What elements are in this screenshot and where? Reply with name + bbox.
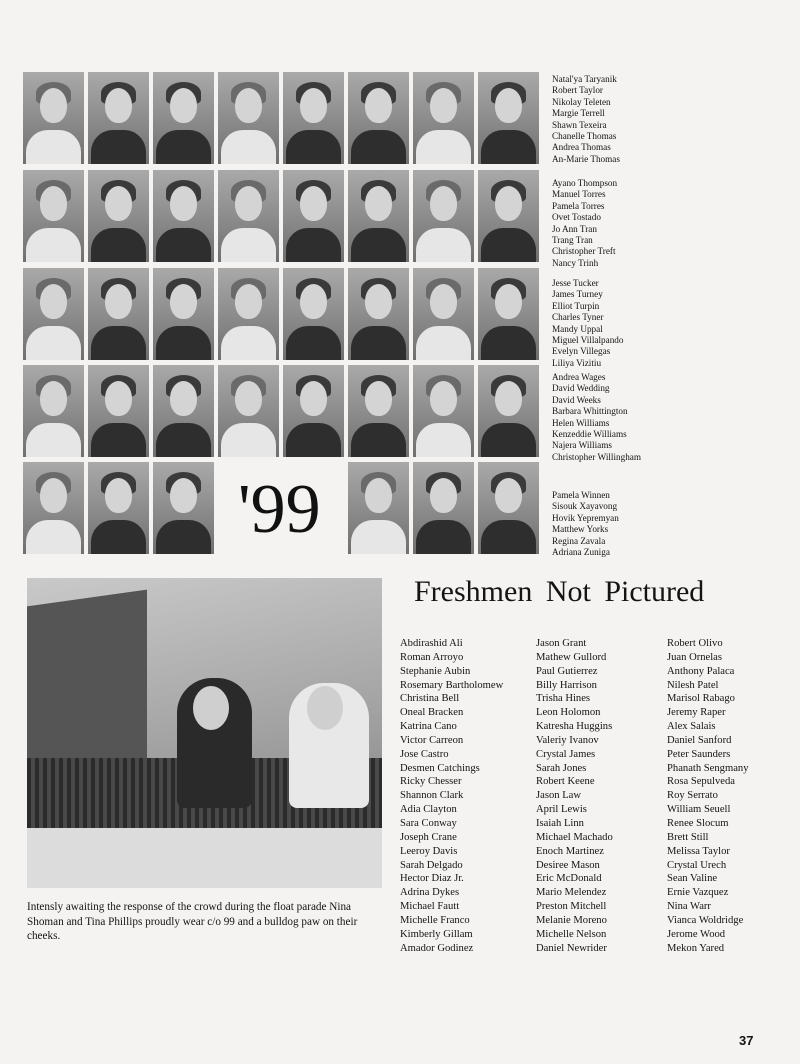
not-pictured-name: April Lewis — [536, 804, 587, 816]
student-name: Natal'ya Taryanik — [552, 74, 617, 84]
portrait-body — [416, 228, 471, 262]
not-pictured-name: Enoch Martinez — [536, 845, 604, 857]
portrait-head — [40, 381, 67, 416]
photo-caption: Intensly awaiting the response of the crowd during the float parade Nina Shoman and Tina Phillips proudly wear c/o 99 and a bulldog paw on their cheeks. — [27, 901, 358, 942]
portrait-body — [26, 520, 81, 554]
portrait-body — [91, 228, 146, 262]
not-pictured-name: Amador Godinez — [400, 942, 474, 954]
portrait-head — [495, 88, 522, 123]
student-portrait — [218, 170, 279, 262]
not-pictured-name: Katresha Huggins — [536, 721, 613, 733]
student-portrait — [478, 462, 539, 554]
portrait-head — [170, 381, 197, 416]
student-portrait — [153, 72, 214, 164]
float-parade-photo — [27, 578, 382, 888]
portrait-head — [495, 284, 522, 319]
class-year-label: '99 — [238, 471, 321, 548]
portrait-body — [351, 130, 406, 164]
portrait-head — [365, 478, 392, 513]
not-pictured-title: Freshmen Not Pictured — [414, 575, 705, 608]
not-pictured-name: Michelle Nelson — [536, 928, 607, 940]
not-pictured-name: Robert Olivo — [667, 638, 723, 649]
not-pictured-name: Ernie Vazquez — [667, 887, 729, 899]
portrait-head — [170, 478, 197, 513]
not-pictured-name: Robert Keene — [536, 776, 595, 788]
portrait-head — [300, 284, 327, 319]
student-portrait — [88, 170, 149, 262]
not-pictured-name: Sarah Jones — [536, 762, 587, 774]
portrait-head — [300, 88, 327, 123]
float-sign — [27, 828, 382, 888]
portrait-body — [221, 423, 276, 457]
portrait-head — [40, 478, 67, 513]
name-list-row-5 — [552, 490, 619, 558]
not-pictured-name: Sara Conway — [400, 817, 457, 829]
portrait-body — [91, 423, 146, 457]
not-pictured-name: Billy Harrison — [536, 679, 597, 691]
not-pictured-name: Shannon Clark — [400, 790, 464, 802]
portrait-body — [481, 520, 536, 554]
student-name: Robert Taylor — [552, 85, 603, 96]
portrait-body — [221, 228, 276, 262]
not-pictured-column-1 — [400, 637, 503, 955]
student-name: Andrea Thomas — [552, 142, 611, 153]
not-pictured-name: Mathew Gullord — [536, 651, 607, 663]
portrait-body — [286, 228, 341, 262]
portrait-body — [286, 326, 341, 360]
student-portrait — [153, 462, 214, 554]
portrait-head — [365, 186, 392, 221]
portrait-body — [481, 423, 536, 457]
student-face — [193, 686, 229, 730]
portrait-head — [170, 88, 197, 123]
page-number: 37 — [739, 1033, 754, 1048]
student-name: Helen Williams — [552, 417, 610, 428]
portrait-head — [300, 381, 327, 416]
student-portrait — [478, 268, 539, 360]
student-portrait — [283, 268, 344, 360]
student-portrait — [413, 170, 474, 262]
portrait-body — [351, 326, 406, 360]
not-pictured-name: Leon Holomon — [536, 707, 601, 719]
student-portrait — [88, 268, 149, 360]
student-name: Pamela Winnen — [552, 490, 610, 500]
portrait-body — [156, 423, 211, 457]
portrait-head — [105, 381, 132, 416]
not-pictured-name: Joseph Crane — [400, 831, 457, 843]
not-pictured-name: Oneal Bracken — [400, 707, 464, 719]
student-portrait — [348, 268, 409, 360]
student-face — [307, 686, 343, 730]
student-name: Trang Tran — [552, 235, 593, 246]
not-pictured-name: Jerome Wood — [667, 928, 726, 940]
student-name: Andrea Wages — [552, 372, 606, 382]
portrait-body — [156, 520, 211, 554]
portrait-head — [235, 381, 262, 416]
name-list-row-4 — [552, 372, 641, 463]
student-portrait — [88, 72, 149, 164]
not-pictured-name: Anthony Palaca — [667, 665, 735, 677]
not-pictured-name: Paul Gutierrez — [536, 665, 598, 677]
not-pictured-name: Jason Law — [536, 790, 582, 802]
bulldogs-banner — [27, 590, 147, 777]
student-name: David Weeks — [552, 394, 601, 405]
student-portrait — [218, 72, 279, 164]
student-portrait — [23, 462, 84, 554]
not-pictured-name: Crystal Urech — [667, 859, 727, 871]
not-pictured-name: Daniel Sanford — [667, 734, 732, 746]
not-pictured-name: Melissa Taylor — [667, 845, 730, 857]
student-name: Jesse Tucker — [552, 278, 599, 288]
student-name: Ovet Tostado — [552, 212, 601, 223]
student-name: James Turney — [552, 289, 603, 300]
portrait-head — [430, 88, 457, 123]
student-name: Pamela Torres — [552, 200, 605, 211]
not-pictured-name: Nina Warr — [667, 901, 711, 913]
not-pictured-name: Mekon Yared — [667, 942, 725, 954]
not-pictured-name: Jason Grant — [536, 638, 587, 649]
student-portrait — [88, 365, 149, 457]
not-pictured-name: Rosa Sepulveda — [667, 776, 735, 788]
student-portrait — [23, 268, 84, 360]
portrait-head — [170, 186, 197, 221]
not-pictured-name: Crystal James — [536, 748, 596, 760]
student-portrait — [478, 365, 539, 457]
not-pictured-name: Nilesh Patel — [667, 679, 719, 691]
not-pictured-name: Alex Salais — [667, 721, 716, 733]
student-portrait — [283, 365, 344, 457]
student-portrait — [413, 72, 474, 164]
portrait-head — [170, 284, 197, 319]
portrait-head — [235, 186, 262, 221]
student-name: Christopher Treft — [552, 246, 616, 257]
not-pictured-name: Eric McDonald — [536, 873, 602, 885]
student-name: Miguel Villalpando — [552, 335, 624, 346]
student-portrait — [348, 170, 409, 262]
not-pictured-name: Sean Valine — [667, 873, 718, 885]
student-name: An-Marie Thomas — [552, 153, 620, 164]
student-name: Nancy Trinh — [552, 257, 599, 268]
portrait-head — [300, 186, 327, 221]
not-pictured-name: Hector Diaz Jr. — [400, 873, 464, 885]
not-pictured-name: William Seuell — [667, 804, 731, 816]
student-name: Adriana Zuniga — [552, 547, 610, 558]
not-pictured-name: Christina Bell — [400, 693, 460, 705]
student-name: Hovik Yepremyan — [552, 512, 619, 523]
not-pictured-name: Preston Mitchell — [536, 901, 607, 913]
portrait-body — [286, 130, 341, 164]
student-name: David Wedding — [552, 383, 610, 394]
portrait-body — [481, 326, 536, 360]
not-pictured-name: Stephanie Aubin — [400, 665, 471, 677]
not-pictured-name: Kimberly Gillam — [400, 928, 473, 940]
portrait-body — [416, 130, 471, 164]
portrait-body — [416, 326, 471, 360]
student-name: Chanelle Thomas — [552, 131, 617, 142]
portrait-head — [495, 478, 522, 513]
student-portrait — [218, 365, 279, 457]
student-portrait — [478, 72, 539, 164]
student-name: Charles Tyner — [552, 312, 604, 323]
portrait-body — [221, 326, 276, 360]
student-portrait — [153, 365, 214, 457]
not-pictured-name: Roman Arroyo — [400, 651, 464, 663]
portrait-head — [105, 284, 132, 319]
portrait-head — [365, 88, 392, 123]
student-portrait — [478, 170, 539, 262]
not-pictured-name: Adia Clayton — [400, 804, 457, 816]
portrait-head — [40, 186, 67, 221]
portrait-head — [235, 284, 262, 319]
student-portrait — [348, 72, 409, 164]
portrait-body — [351, 228, 406, 262]
student-portrait — [348, 462, 409, 554]
not-pictured-name: Peter Saunders — [667, 748, 731, 760]
student-name: Nikolay Teleten — [552, 96, 611, 107]
student-name: Ayano Thompson — [552, 178, 618, 188]
not-pictured-column-2 — [536, 637, 613, 955]
student-portrait — [413, 365, 474, 457]
portrait-head — [430, 284, 457, 319]
not-pictured-name: Daniel Newrider — [536, 942, 607, 954]
portrait-body — [26, 326, 81, 360]
student-name: Evelyn Villegas — [552, 346, 611, 357]
student-name: Kenzeddie Williams — [552, 429, 627, 440]
not-pictured-name: Abdirashid Ali — [400, 638, 463, 649]
not-pictured-name: Phanath Sengmany — [667, 762, 749, 774]
portrait-body — [481, 228, 536, 262]
portrait-body — [351, 423, 406, 457]
portrait-body — [91, 520, 146, 554]
portrait-body — [156, 326, 211, 360]
not-pictured-name: Adrina Dykes — [400, 887, 460, 899]
student-portrait — [23, 72, 84, 164]
not-pictured-name: Marisol Rabago — [667, 693, 735, 705]
name-list-row-2 — [552, 178, 617, 269]
student-portrait — [413, 462, 474, 554]
portrait-head — [365, 381, 392, 416]
student-portrait — [153, 170, 214, 262]
name-list-row-3 — [552, 278, 624, 369]
portrait-head — [430, 478, 457, 513]
not-pictured-name: Rosemary Bartholomew — [400, 679, 504, 691]
student-name: Manuel Torres — [552, 189, 606, 200]
not-pictured-name: Jeremy Raper — [667, 707, 726, 719]
not-pictured-name: Vianca Woldridge — [667, 914, 744, 926]
student-portrait — [218, 268, 279, 360]
student-portrait — [23, 170, 84, 262]
student-name: Margie Terrell — [552, 108, 605, 119]
not-pictured-name: Mario Melendez — [536, 887, 607, 899]
student-portrait — [348, 365, 409, 457]
student-name: Barbara Whittington — [552, 406, 628, 417]
student-name: Elliot Turpin — [552, 300, 600, 311]
student-name: Najera Williams — [552, 440, 612, 451]
portrait-body — [286, 423, 341, 457]
portrait-head — [495, 186, 522, 221]
not-pictured-name: Renee Slocum — [667, 817, 729, 829]
student-name: Jo Ann Tran — [552, 223, 597, 234]
portrait-head — [40, 284, 67, 319]
portrait-body — [26, 228, 81, 262]
portrait-body — [416, 520, 471, 554]
not-pictured-name: Katrina Cano — [400, 721, 457, 733]
portrait-body — [221, 130, 276, 164]
not-pictured-name: Juan Ornelas — [667, 651, 723, 663]
not-pictured-column-3 — [667, 637, 749, 955]
not-pictured-name: Ricky Chesser — [400, 776, 462, 788]
not-pictured-name: Valeriy Ivanov — [536, 734, 599, 746]
not-pictured-name: Brett Still — [667, 831, 709, 843]
student-name: Christopher Willingham — [552, 451, 642, 462]
student-portrait — [413, 268, 474, 360]
student-name: Matthew Yorks — [552, 524, 609, 535]
student-name: Mandy Uppal — [552, 323, 603, 334]
not-pictured-name: Jose Castro — [400, 748, 449, 760]
portrait-head — [105, 88, 132, 123]
portrait-body — [416, 423, 471, 457]
portrait-body — [91, 130, 146, 164]
not-pictured-name: Isaiah Linn — [536, 817, 584, 829]
not-pictured-name: Sarah Delgado — [400, 859, 463, 871]
portrait-head — [430, 381, 457, 416]
student-name: Shawn Texeira — [552, 119, 607, 130]
not-pictured-name: Roy Serrato — [667, 790, 718, 802]
portrait-body — [481, 130, 536, 164]
not-pictured-name: Michael Fautt — [400, 901, 460, 913]
portrait-body — [26, 423, 81, 457]
not-pictured-name: Victor Carreon — [400, 734, 464, 746]
portrait-body — [351, 520, 406, 554]
portrait-body — [91, 326, 146, 360]
name-list-row-1 — [552, 74, 620, 165]
student-name: Regina Zavala — [552, 535, 606, 546]
portrait-head — [105, 186, 132, 221]
portrait-head — [495, 381, 522, 416]
student-portrait — [153, 268, 214, 360]
student-name: Sisouk Xayavong — [552, 501, 618, 512]
student-portrait — [283, 170, 344, 262]
portrait-body — [156, 130, 211, 164]
portrait-head — [430, 186, 457, 221]
not-pictured-name: Desiree Mason — [536, 859, 600, 871]
student-portrait — [283, 72, 344, 164]
portrait-head — [40, 88, 67, 123]
student-portrait — [88, 462, 149, 554]
portrait-head — [365, 284, 392, 319]
portrait-head — [105, 478, 132, 513]
student-name: Liliya Vizitiu — [552, 357, 602, 368]
not-pictured-name: Michael Machado — [536, 831, 613, 843]
portrait-body — [156, 228, 211, 262]
not-pictured-name: Trisha Hines — [536, 693, 591, 705]
student-portrait — [23, 365, 84, 457]
not-pictured-name: Michelle Franco — [400, 914, 470, 926]
portrait-body — [26, 130, 81, 164]
not-pictured-name: Melanie Moreno — [536, 914, 607, 926]
portrait-head — [235, 88, 262, 123]
not-pictured-name: Desmen Catchings — [400, 762, 480, 774]
not-pictured-name: Leeroy Davis — [400, 845, 458, 857]
